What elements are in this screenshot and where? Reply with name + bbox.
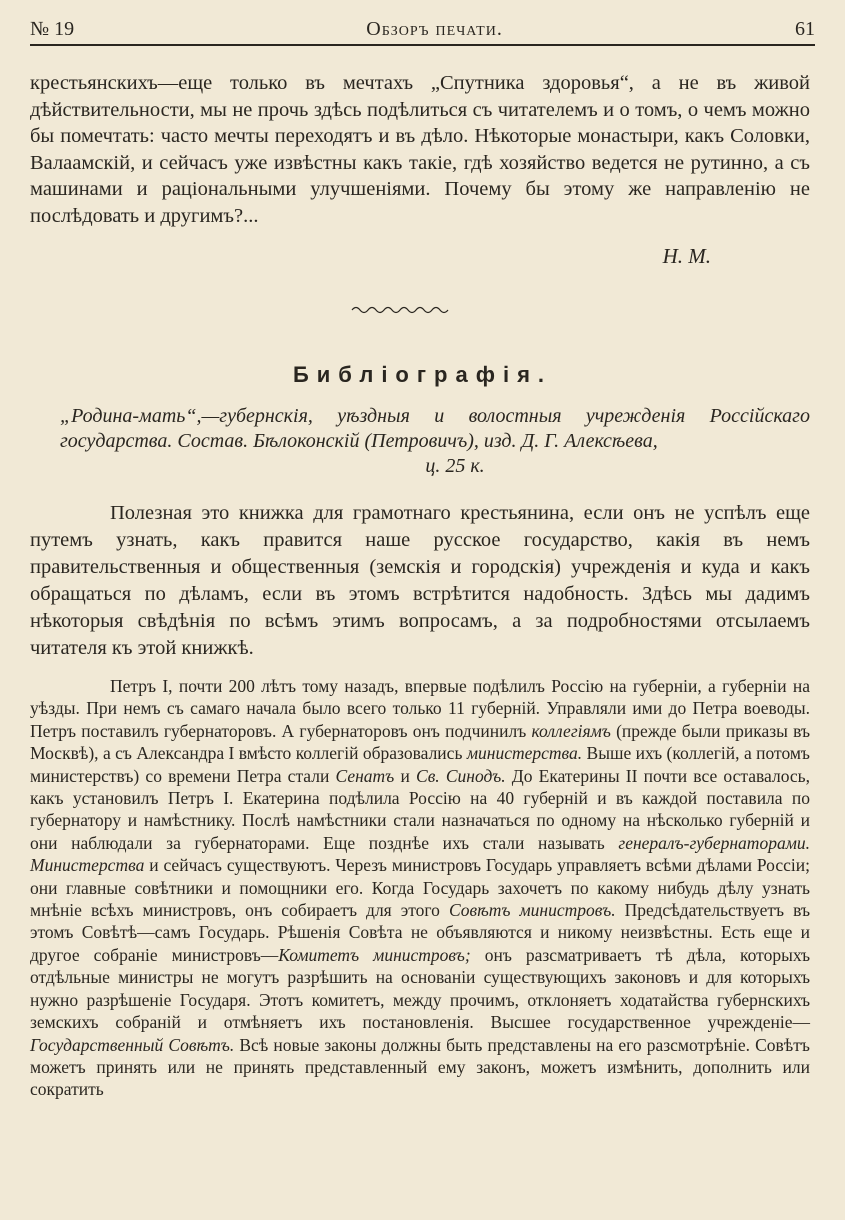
- signature: Н. М.: [662, 244, 711, 268]
- text-run-italic: Сенатъ: [335, 765, 395, 786]
- text-run-italic: генералъ-губернаторами.: [618, 832, 810, 853]
- text-run: До Екатерины II почти все оставалось, какъ установилъ Петръ I. Екатерина подѣлила Россію на 40 губерній и въ каждой поставила по губернатору и намѣстнику. Послѣ намѣстники стали назначаться по одному на нѣсколько губерній и они наблюдали за губернаторами. Еще позднѣе ихъ стали называть: [30, 765, 810, 853]
- issue-number: № 19: [30, 17, 75, 40]
- bibliography-text: „Родина-мать“,—губернскія, уѣздныя и волостныя учрежденія Россійскаго государства. Состав. Бѣлоконскій (Петровичъ), изд. Д. Г. Алексѣева,: [60, 405, 810, 452]
- paragraph-text: Полезная это книжка для грамотнаго крестьянина, если онъ не успѣлъ еще путемъ узнать, какъ правится наше русское государство, какія въ немъ правительственныя и общественныя (земскія и городскія) учрежденія и куда и какъ обращаться по дѣламъ, если въ этомъ встрѣтится надобность. Здѣсь мы дадимъ нѣкоторыя свѣдѣнія по всѣмъ этимъ вопросамъ, а за подробностями отсылаемъ читателя къ этой книжкѣ.: [30, 502, 810, 659]
- text-run: и сейчасъ существуютъ. Черезъ министровъ Государь управляетъ всѣми дѣлами Россіи; они главные совѣтники и помощники его. Когда Государь захочетъ по какому нибудь дѣлу узнать мнѣніе всѣхъ министровъ, онъ собираетъ для этого: [30, 855, 810, 921]
- section-title: Библіографія.: [292, 362, 553, 387]
- body-paragraph-2: [30, 675, 810, 1101]
- text-run: и: [394, 765, 417, 786]
- text-run: (прежде были приказы въ Москвѣ), а съ Александра I вмѣсто коллегій образовались: [30, 720, 811, 764]
- text-run-italic: министерства.: [466, 743, 583, 764]
- intro-paragraph: [30, 70, 810, 229]
- text-run-italic: Св. Синодъ.: [416, 765, 506, 786]
- text-run-italic: Государственный Совѣтъ.: [30, 1034, 235, 1055]
- text-run-italic: Министерства: [30, 855, 145, 876]
- text-run: онъ разсматриваетъ тѣ дѣла, которыхъ отдѣльные министры не могутъ разрѣшить на основаніи существующихъ законовъ и для которыхъ нужно разрѣшеніе Государя. Этотъ комитетъ, между прочимъ, отклоняетъ ходатайства губернскихъ земскихъ собраній и отмѣняетъ ихъ постановленія. Высшее государственное учрежденіе—: [30, 944, 810, 1033]
- body-paragraph-1: [30, 500, 810, 662]
- text-run: Петръ I, почти 200 лѣтъ тому назадъ, впервые подѣлилъ Россію на губерніи, а губерніи на уѣзды. При немъ съ самаго начала было всего только 11 губерній. Управляли ими до Петра воеводы. Петръ поставилъ губернаторовъ. А губернаторовъ онъ подчинилъ: [30, 676, 810, 741]
- header-rule: [30, 44, 815, 46]
- text-run: Предсѣдательствуетъ въ этомъ Совѣтѣ—самъ Государь. Рѣшенія Совѣта не объявляются и никому неизвѣстны. Есть еще и другое собраніе министровъ—: [30, 900, 810, 965]
- text-run: Всѣ новые законы должны быть представлены на его разсмотрѣніе. Совѣтъ можетъ принять или не принять представленный ему законъ, можетъ измѣнить, дополнить или сократить: [30, 1034, 810, 1100]
- page-header: [30, 14, 815, 44]
- ornament-divider: [350, 304, 450, 316]
- intro-text: крестьянскихъ—еще только въ мечтахъ „Спутника здоровья“, а не въ живой дѣйствительности, мы не прочь здѣсь подѣлиться съ читателемъ и о томъ, о чемъ можно бы помечтать: часто мечты переходятъ и въ дѣло. Нѣкоторые монастыри, какъ Соловки, Валаамскій, и сейчасъ уже извѣстны какъ такіе, гдѣ хозяйство ведется не рутинно, а съ машинами и раціональными улучшеніями. Почему бы этому же направленію не послѣдовать и другимъ?...: [30, 72, 810, 227]
- running-title: Обзоръ печати.: [366, 17, 503, 40]
- bibliography-entry: [60, 404, 810, 479]
- bibliography-price: ц. 25 к.: [425, 455, 485, 477]
- text-run: Выше ихъ (коллегій, а потомъ министерствъ) со времени Петра стали: [30, 743, 810, 786]
- text-run-italic: Совѣтъ министровъ.: [448, 900, 616, 921]
- text-run-italic: Комитетъ министровъ;: [278, 944, 471, 965]
- text-run-italic: коллегіямъ: [531, 720, 611, 741]
- page-number: 61: [795, 17, 815, 40]
- paragraph-text: [30, 675, 810, 1101]
